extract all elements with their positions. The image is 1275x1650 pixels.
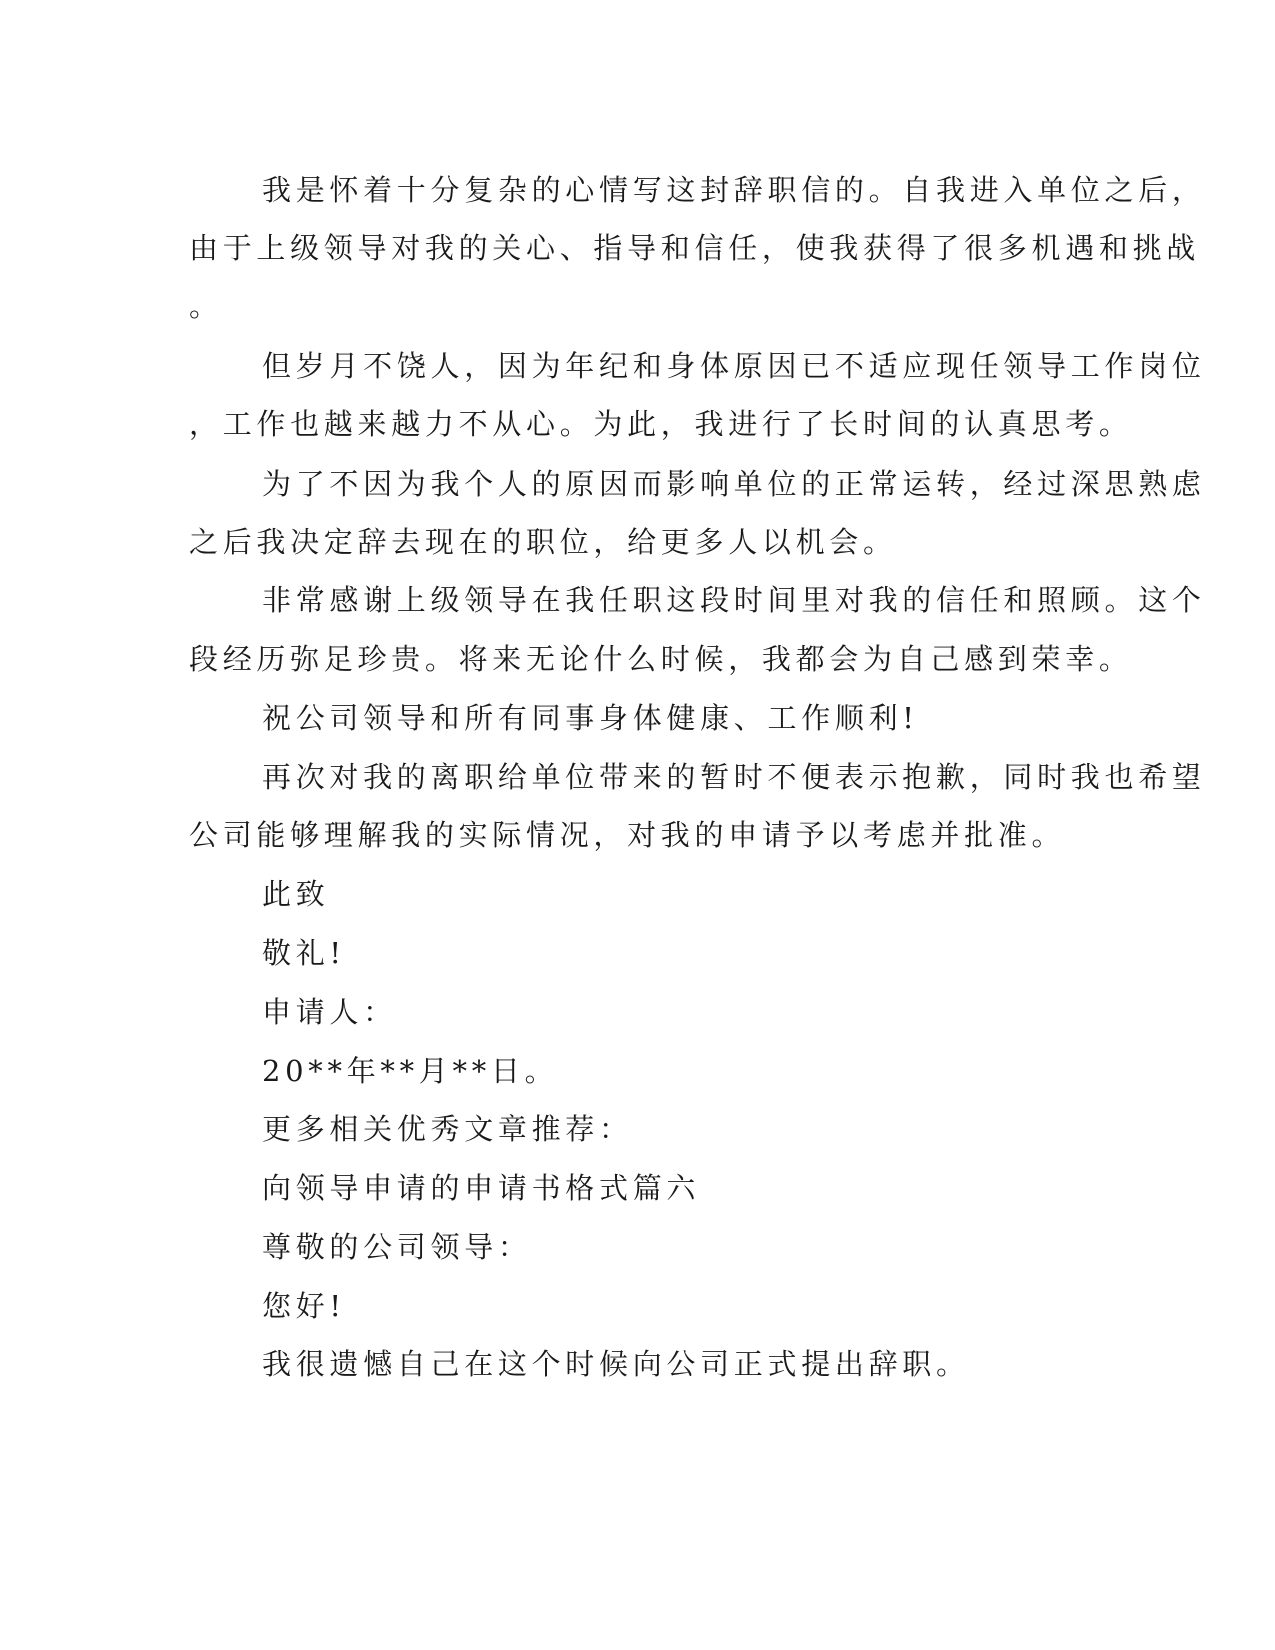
paragraph-5-line-1: 祝公司领导和所有同事身体健康、工作顺利! — [262, 701, 919, 735]
closing-regards: 敬礼! — [262, 936, 346, 970]
paragraph-2-line-1: 但岁月不饶人，因为年纪和身体原因已不适应现任领导工作岗位 — [262, 349, 1206, 383]
greeting-recipient: 尊敬的公司领导： — [262, 1230, 532, 1264]
body-first-line: 我很遗憾自己在这个时候向公司正式提出辞职。 — [262, 1347, 970, 1381]
paragraph-3-line-1: 为了不因为我个人的原因而影响单位的正常运转，经过深思熟虑 — [262, 467, 1206, 501]
paragraph-4-line-1: 非常感谢上级领导在我任职这段时间里对我的信任和照顾。这个 — [262, 583, 1206, 617]
paragraph-6-line-2: 公司能够理解我的实际情况，对我的申请予以考虑并批准。 — [189, 818, 1066, 852]
paragraph-6-line-1: 再次对我的离职给单位带来的暂时不便表示抱歉，同时我也希望 — [262, 760, 1206, 794]
paragraph-4-line-2: 段经历弥足珍贵。将来无论什么时候，我都会为自己感到荣幸。 — [189, 642, 1133, 676]
greeting-hello: 您好! — [262, 1289, 346, 1323]
paragraph-2-line-2: ，工作也越来越力不从心。为此，我进行了长时间的认真思考。 — [189, 407, 1133, 441]
applicant-label: 申请人： — [262, 995, 397, 1029]
paragraph-1-line-3: 。 — [189, 289, 223, 323]
recommend-heading: 更多相关优秀文章推荐： — [262, 1112, 633, 1146]
paragraph-1-line-2: 由于上级领导对我的关心、指导和信任，使我获得了很多机遇和挑战 — [189, 231, 1201, 265]
closing-salutation: 此致 — [262, 877, 330, 911]
paragraph-1-line-1: 我是怀着十分复杂的心情写这封辞职信的。自我进入单位之后， — [262, 173, 1206, 207]
date-line: 20**年**月**日。 — [262, 1054, 559, 1088]
paragraph-3-line-2: 之后我决定辞去现在的职位，给更多人以机会。 — [189, 525, 897, 559]
section-title: 向领导申请的申请书格式篇六 — [262, 1171, 701, 1205]
